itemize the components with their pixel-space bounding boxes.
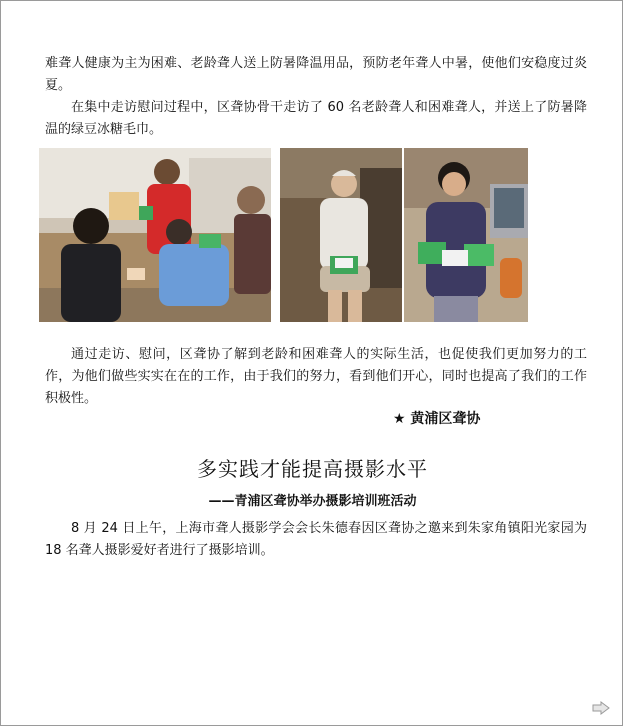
article1-paragraph-2: 在集中走访慰问过程中，区聋协骨干走访了 60 名老龄聋人和困难聋人，并送上了防暑降温的绿豆冰糖毛巾。 bbox=[45, 100, 587, 137]
article1-paragraph-3: 通过走访、慰问，区聋协了解到老龄和困难聋人的实际生活，也促使我们更加努力的工作，为他们做些实实在在的工作，由于我们的努力，看到他们开心，同时也提高了我们的工作积极性。 bbox=[45, 347, 587, 406]
article2-paragraph: 8 月 24 日上午，上海市聋人摄影学会会长朱德春因区聋协之邀来到朱家角镇阳光家园为 18 名聋人摄影爱好者进行了摄影培训。 bbox=[45, 521, 587, 558]
next-page-arrow-icon[interactable] bbox=[592, 701, 610, 715]
photo-elderly-man bbox=[280, 148, 402, 322]
photo-distribution-group bbox=[39, 148, 271, 322]
photo-elderly-woman bbox=[404, 148, 528, 322]
article1-signature: ★ 黄浦区聋协 bbox=[393, 411, 481, 427]
article1-paragraph-1: 难聋人健康为主为困难、老龄聋人送上防暑降温用品，预防老年聋人中暑，使他们安稳度过炎夏。 bbox=[45, 56, 587, 93]
article2-title: 多实践才能提高摄影水平 bbox=[197, 457, 428, 481]
article2-subtitle: ——青浦区聋协举办摄影培训班活动 bbox=[208, 494, 417, 509]
